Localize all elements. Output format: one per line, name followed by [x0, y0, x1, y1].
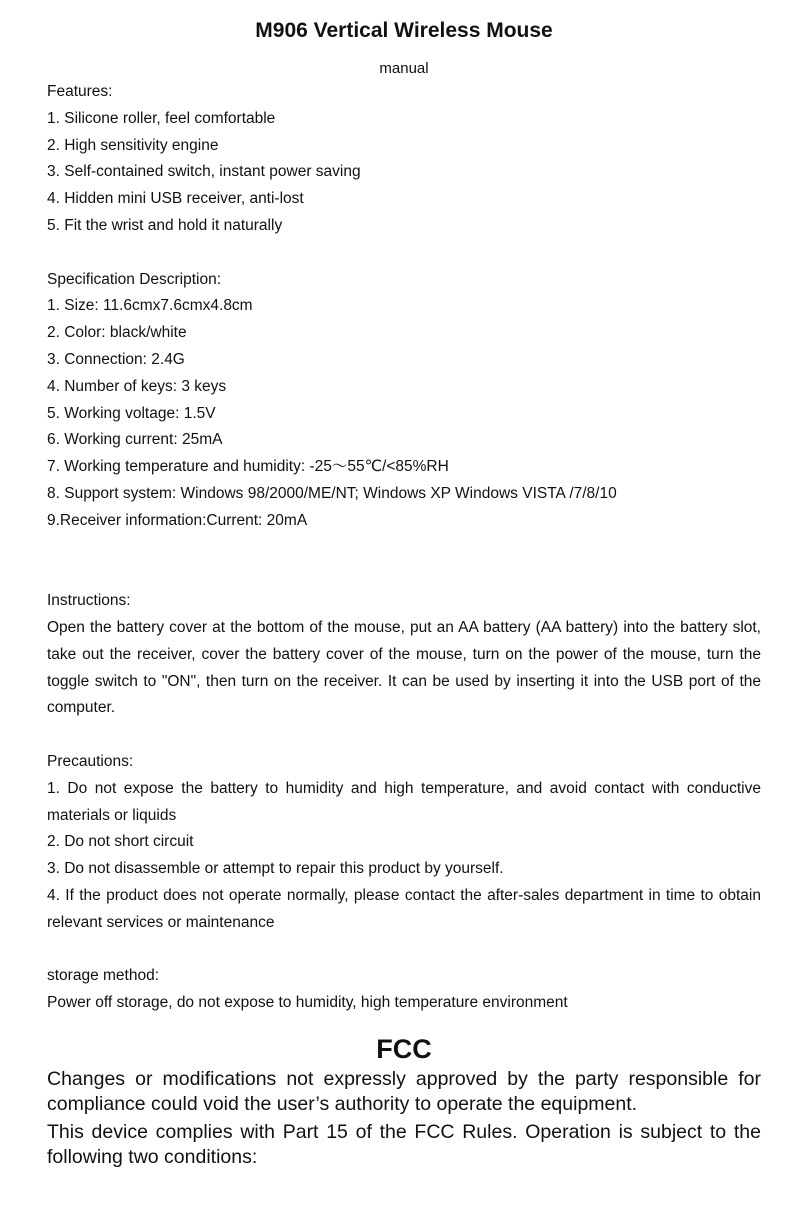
precaution-item: 2. Do not short circuit — [47, 833, 194, 851]
spec-item: 4. Number of keys: 3 keys — [47, 377, 227, 395]
feature-item: 5. Fit the wrist and hold it naturally — [47, 216, 283, 234]
spec-item: 1. Size: 11.6cmx7.6cmx4.8cm — [47, 297, 253, 315]
instructions-text: Open the battery cover at the bottom of the mouse, put an AA battery (AA battery) into the battery slot, take out the receiver, cover the battery cover of the mouse, turn on the power of the mouse, turn the toggle switch to "ON", then turn on the receiver. It can be used by inserting it into the USB port of the computer. — [47, 618, 761, 717]
precaution-item: 1. Do not expose the battery to humidity and high temperature, and avoid contact with conductive materials or liquids — [47, 779, 761, 824]
instructions-heading: Instructions: — [47, 592, 131, 610]
document-title: M906 Vertical Wireless Mouse — [255, 19, 553, 42]
spec-item: 5. Working voltage: 1.5V — [47, 404, 216, 422]
fcc-paragraph: This device complies with Part 15 of the FCC Rules. Operation is subject to the following two conditions: — [47, 1120, 761, 1169]
fcc-heading: FCC — [376, 1033, 432, 1064]
instructions-section — [47, 588, 761, 722]
feature-item: 1. Silicone roller, feel comfortable — [47, 109, 276, 127]
spec-item: 8. Support system: Windows 98/2000/ME/NT; Windows XP Windows VISTA /7/8/10 — [47, 484, 617, 502]
feature-item: 2. High sensitivity engine — [47, 136, 219, 154]
spec-item: 3. Connection: 2.4G — [47, 350, 185, 368]
document-subtitle: manual — [379, 60, 429, 77]
specification-heading: Specification Description: — [47, 270, 222, 288]
spec-item: 9.Receiver information:Current: 20mA — [47, 511, 308, 529]
storage-heading: storage method: — [47, 967, 160, 985]
spec-item: 7. Working temperature and humidity: -25～55℃/<85%RH — [47, 458, 449, 476]
spec-item: 2. Color: black/white — [47, 324, 187, 342]
features-section — [47, 79, 761, 240]
fcc-section — [47, 1017, 761, 1171]
feature-item: 3. Self-contained switch, instant power saving — [47, 163, 361, 181]
feature-item: 4. Hidden mini USB receiver, anti-lost — [47, 190, 304, 208]
spec-item: 6. Working current: 25mA — [47, 431, 223, 449]
precaution-item: 3. Do not disassemble or attempt to repair this product by yourself. — [47, 860, 504, 878]
fcc-paragraph: Changes or modifications not expressly approved by the party responsible for compliance could void the user’s authority to operate the equipment. — [47, 1067, 761, 1116]
precautions-heading: Precautions: — [47, 752, 134, 770]
storage-section — [47, 963, 761, 1017]
storage-text: Power off storage, do not expose to humidity, high temperature environment — [47, 994, 568, 1012]
features-heading: Features: — [47, 83, 113, 100]
precaution-item: 4. If the product does not operate normally, please contact the after-sales department in time to obtain relevant services or maintenance — [47, 886, 761, 931]
precautions-section — [47, 749, 761, 937]
specification-section — [47, 267, 761, 535]
